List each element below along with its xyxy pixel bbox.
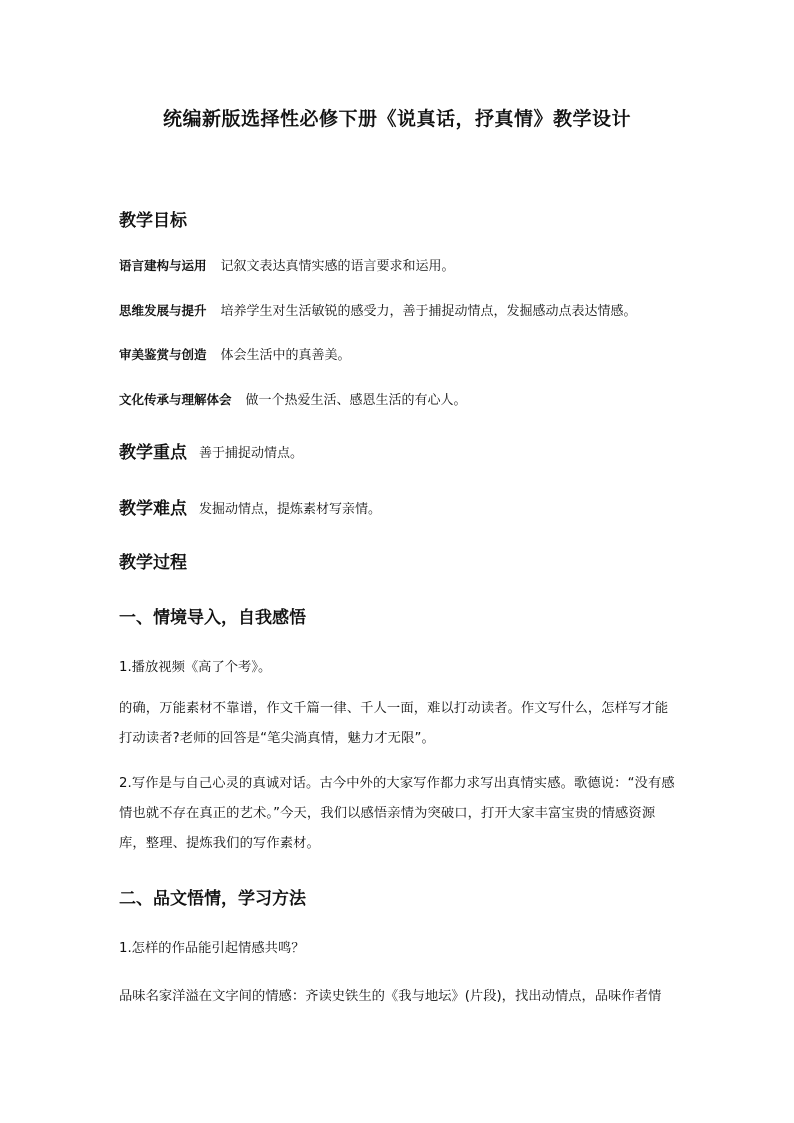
goal-label: 审美鉴赏与创造	[119, 347, 207, 362]
goals-heading: 教学目标	[119, 211, 187, 231]
section1-item1: 1.播放视频《高了个考》。	[119, 660, 272, 675]
goal-text: 培养学生对生活敏锐的感受力，善于捕捉动情点，发掘感动点表达情感。	[220, 304, 637, 319]
goal-item-4	[119, 390, 467, 411]
section2-para1: 品味名家洋溢在文字间的情感：齐读史铁生的《我与地坛》(片段)，找出动情点，品味作者情	[119, 989, 662, 1004]
section1-para2: 2.写作是与自己心灵的真诚对话。古今中外的大家写作都力求写出真情实感。歌德说：“没有感情也就不存在真正的艺术。”今天，我们以感悟亲情为突破口，打开大家丰富宝贵的情感资源库，整理、提炼我们的写作素材。	[119, 776, 675, 851]
section1-para1: 的确，万能素材不靠谱，作文千篇一律、千人一面，难以打动读者。作文写什么，怎样写才能打动读者?老师的回答是“笔尖淌真情，魅力才无限”。	[119, 701, 669, 746]
focus-heading: 教学重点	[119, 443, 187, 463]
section2-item1: 1.怎样的作品能引起情感共鸣？	[119, 941, 305, 956]
goal-label: 语言建构与运用	[119, 258, 207, 273]
goal-text: 体会生活中的真善美。	[220, 348, 351, 363]
goal-item-2	[119, 301, 637, 322]
section1-heading: 一、情境导入，自我感悟	[119, 608, 306, 628]
process-heading: 教学过程	[119, 553, 187, 573]
section2-heading: 二、品文悟情，学习方法	[119, 889, 306, 909]
goal-label: 文化传承与理解体会	[119, 392, 232, 407]
focus-row	[119, 438, 303, 463]
goal-text: 记叙文表达真情实感的语言要求和运用。	[220, 259, 455, 274]
goal-text: 做一个热爱生活、感恩生活的有心人。	[245, 393, 467, 408]
document-title: 统编新版选择性必修下册《说真话，抒真情》教学设计	[162, 108, 631, 130]
focus-text: 善于捕捉动情点。	[199, 446, 304, 461]
difficulty-text: 发掘动情点，提炼素材写亲情。	[199, 502, 382, 517]
difficulty-row	[119, 494, 381, 519]
goal-label: 思维发展与提升	[119, 303, 207, 318]
goal-item-1	[119, 256, 455, 277]
difficulty-heading: 教学难点	[119, 499, 187, 519]
goal-item-3	[119, 345, 351, 366]
